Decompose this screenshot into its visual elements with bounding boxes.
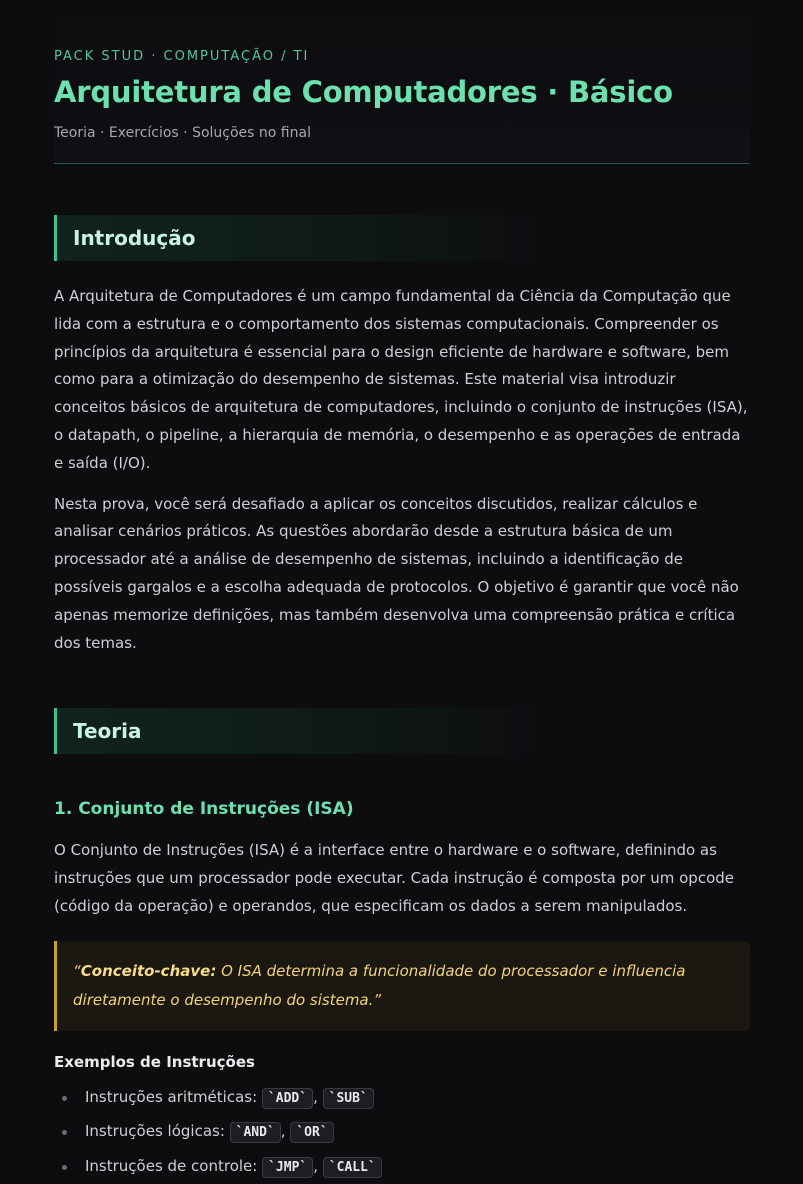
section-theory-title: Teoria (73, 719, 142, 744)
key-concept-callout (54, 941, 750, 1031)
code-chip: `OR` (290, 1122, 333, 1143)
section-theory-header (54, 708, 750, 754)
document-header (54, 0, 750, 164)
section-intro-header (54, 215, 750, 261)
page-subtitle: Teoria · Exercícios · Soluções no final (54, 125, 311, 141)
separator: , (280, 1122, 286, 1141)
intro-paragraph-1: A Arquitetura de Computadores é um campo fundamental da Ciência da Computação que lida com a estrutura e o comportamento dos sistemas computacionais. Compreender os princípios da arquitetura é essencial para o design eficiente de hardware e software, bem como para a otimização do desempenho de sistemas. Este material visa introduzir conceitos básicos de arquitetura de computadores, incluindo o conjunto de instruções (ISA), o datapath, o pipeline, a hierarquia de memória, o desempenho e as operações de entrada e saída (I/O). (54, 287, 748, 472)
example-label: Instruções de controle: (85, 1156, 263, 1175)
callout-text: O ISA determina a funcionalidade do processador e influencia diretamente o desempenho do sistema. (73, 961, 686, 1009)
code-chip: `CALL` (323, 1157, 382, 1178)
example-label: Instruções aritméticas: (85, 1087, 262, 1106)
callout-close-quote: ” (373, 990, 382, 1009)
callout-open-quote: “ (73, 961, 81, 980)
list-item (85, 1115, 750, 1150)
isa-subheading: 1. Conjunto de Instruções (ISA) (54, 799, 354, 820)
document-page (54, 0, 750, 1184)
isa-paragraph: O Conjunto de Instruções (ISA) é a interface entre o hardware e o software, definindo as instruções que um processador pode executar. Cada instrução é composta por um opcode (código da operação) e operandos, que especificam os dados a serem manipulados. (54, 841, 734, 915)
course-kicker: PACK STUD · COMPUTAÇÃO / TI (54, 49, 310, 64)
separator: , (313, 1156, 319, 1175)
code-chip: `JMP` (262, 1157, 313, 1178)
callout-label: Conceito-chave: (80, 961, 217, 980)
examples-heading: Exemplos de Instruções (54, 1052, 255, 1071)
list-item (85, 1150, 750, 1184)
intro-paragraph-2: Nesta prova, você será desafiado a aplicar os conceitos discutidos, realizar cálculos e analisar cenários práticos. As questões abordarão desde a estrutura básica de um processador até a análise de desempenho de sistemas, incluindo a identificação de possíveis gargalos e a escolha adequada de protocolos. O objetivo é garantir que você não apenas memorize definições, mas também desenvolva uma compreensão prática e crítica dos temas. (54, 494, 739, 652)
example-label: Instruções lógicas: (85, 1122, 230, 1141)
separator: , (313, 1087, 318, 1106)
code-chip: `SUB` (323, 1088, 374, 1109)
list-item (85, 1081, 750, 1116)
code-chip: `ADD` (262, 1088, 313, 1109)
code-chip: `AND` (230, 1122, 281, 1143)
examples-list (54, 1081, 750, 1184)
page-title: Arquitetura de Computadores · Básico (54, 75, 673, 109)
section-intro-title: Introdução (73, 226, 196, 250)
